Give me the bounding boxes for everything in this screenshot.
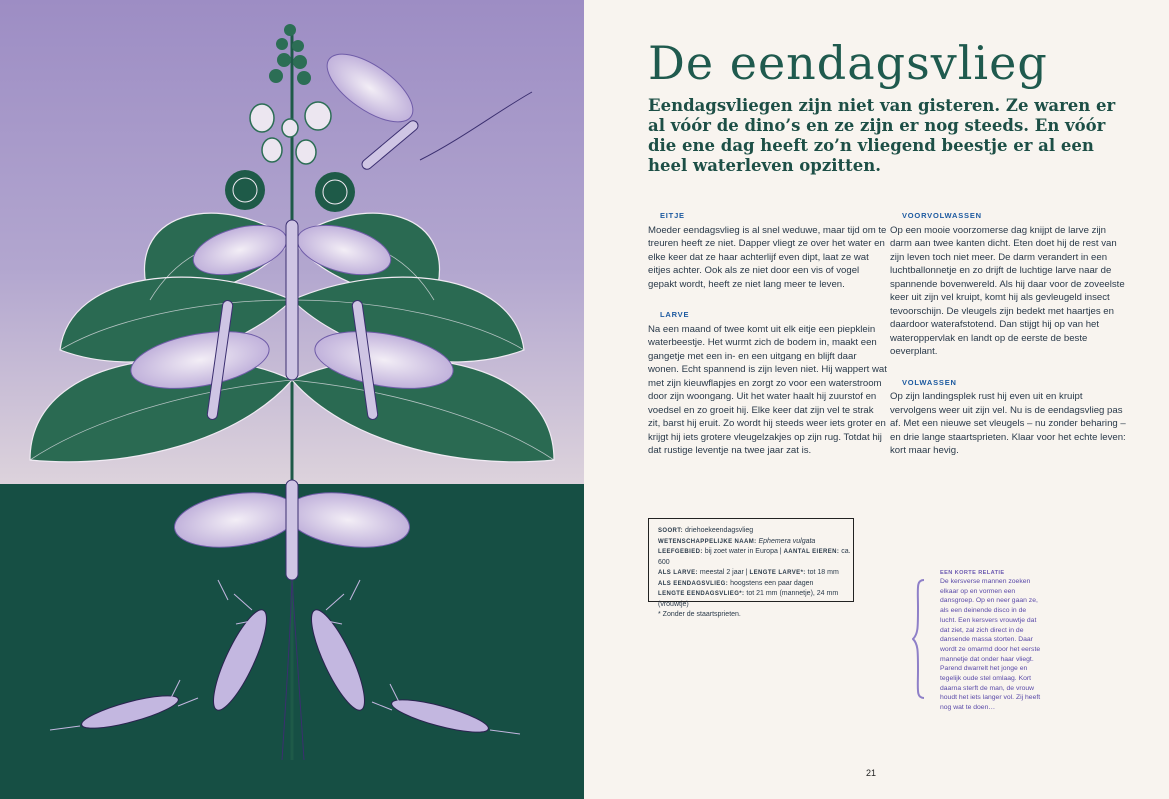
curly-brace-icon (912, 578, 926, 700)
section-body-larve: Na een maand of twee komt uit elk eitje een piepklein waterbeestje. Het wurmt zich de bodem in, maakt een gangetje met een in- en een uitgang en blijft daar wonen. Echt spannend is zijn leven niet. Hij wappert wat met zijn kieuwflapjes en zorgt zo voor een waterstroom door zijn woongang. Uit het water haalt hij zuurstof en voedsel en zo groeit hij. Elke keer dat zijn vel te strak zit, barst hij eruit. Zo wordt hij steeds weer iets groter en krijgt hij iets grotere vleugelzakjes op zijn rug. Totdat hij dat rustige leventje na twee jaar zat is. (648, 323, 887, 456)
section-heading-voorvolwassen: VOORVOLWASSEN (902, 211, 982, 220)
fact-larve: ALS LARVE: meestal 2 jaar | LENGTE LARVE*: tot 18 mm (658, 569, 839, 576)
fact-footnote: * Zonder de staartsprieten. (658, 611, 741, 618)
fact-leefgebied: LEEFGEBIED: bij zoet water in Europa | AANTAL EIEREN: ca. 600 (658, 548, 851, 566)
section-heading-eitje: EITJE (660, 211, 685, 220)
sidenote (924, 570, 1042, 713)
text-column-right (890, 209, 1130, 475)
section-heading-larve: LARVE (660, 310, 690, 319)
fact-eendagsvlieg: ALS EENDAGSVLIEG: hoogstens een paar dagen (658, 579, 814, 587)
section-body-volwassen: Op zijn landingsplek rust hij even uit en kruipt vervolgens weer uit zijn vel. Nu is de eendagsvlieg pas af. Met een nieuwe set vleugels – nu zonder beharing – en drie lange staartsprieten. Klaar voor het echte leven: kort maar hevig. (890, 391, 1126, 456)
fact-box (648, 518, 854, 618)
mayfly-illustration (0, 0, 584, 799)
text-column-left (648, 209, 888, 475)
section-heading-volwassen: VOLWASSEN (902, 377, 957, 387)
fact-lengte-vlieg: LENGTE EENDAGSVLIEG*: tot 21 mm (mannetje), 24 mm (vrouwtje) (658, 590, 839, 608)
section-body-eitje: Moeder eendagsvlieg is al snel weduwe, maar tijd om te treuren heeft ze niet. Dapper vliegt ze over het water en elke keer dat ze haar achterlijf even dipt, laat ze wat eitjes achter. Ook als ze niet door een vis of vogel gepakt wordt, heeft ze niet lang meer te leven. (648, 224, 887, 290)
sidenote-heading: EEN KORTE RELATIE (940, 570, 1005, 576)
page-number: 21 (866, 768, 877, 778)
fact-wetenschappelijk: WETENSCHAPPELIJKE NAAM: Ephemera vulgata (658, 537, 816, 545)
illustration-art (0, 0, 584, 799)
sidenote-body: De kersverse mannen zoeken elkaar op en vormen een dansgroep. Op en neer gaan ze, als een deinende disco in de lucht. Een kersvers vrouwtje dat dat ziet, zal zich direct in de dansende massa storten. Daar wordt ze omarmd door het eerste mannetje dat onder haar vliegt. Parend dwarrelt het jonge en tegelijk oude stel omlaag. Kort daarna sterft de man, de vrouw houdt het iets langer vol. Zij heeft nog wat te doen… (940, 578, 1041, 712)
section-body-voorvolwassen: Op een mooie voorzomerse dag knijpt de larve zijn darm aan twee kanten dicht. Eten doet hij de rest van zijn leven toch niet meer. De darm verandert in een luchtballonnetje en zo drijft de luchtige larve naar de spannende bovenwereld. Als hij daar voor de zoveelste keer uit zijn vel kruipt, komt hij als gevleugeld insect tevoorschijn. De vleugels zijn bedekt met haartjes en daardoor waterafstotend. Dan stijgt hij op van het wateroppervlak en landt op de eerste de beste oeverplant. (890, 224, 1125, 357)
page-title: De eendagsvlieg (648, 36, 1048, 90)
text-page (584, 0, 1169, 799)
fact-soort: SOORT: driehoekeendagsvlieg (658, 527, 754, 534)
intro-paragraph: Eendagsvliegen zijn niet van gisteren. Ze waren er al vóór de dino’s en ze zijn er nog steeds. En vóór die ene dag heeft zo’n vliegend beestje er al een heel waterleven opzitten. (648, 96, 1116, 175)
